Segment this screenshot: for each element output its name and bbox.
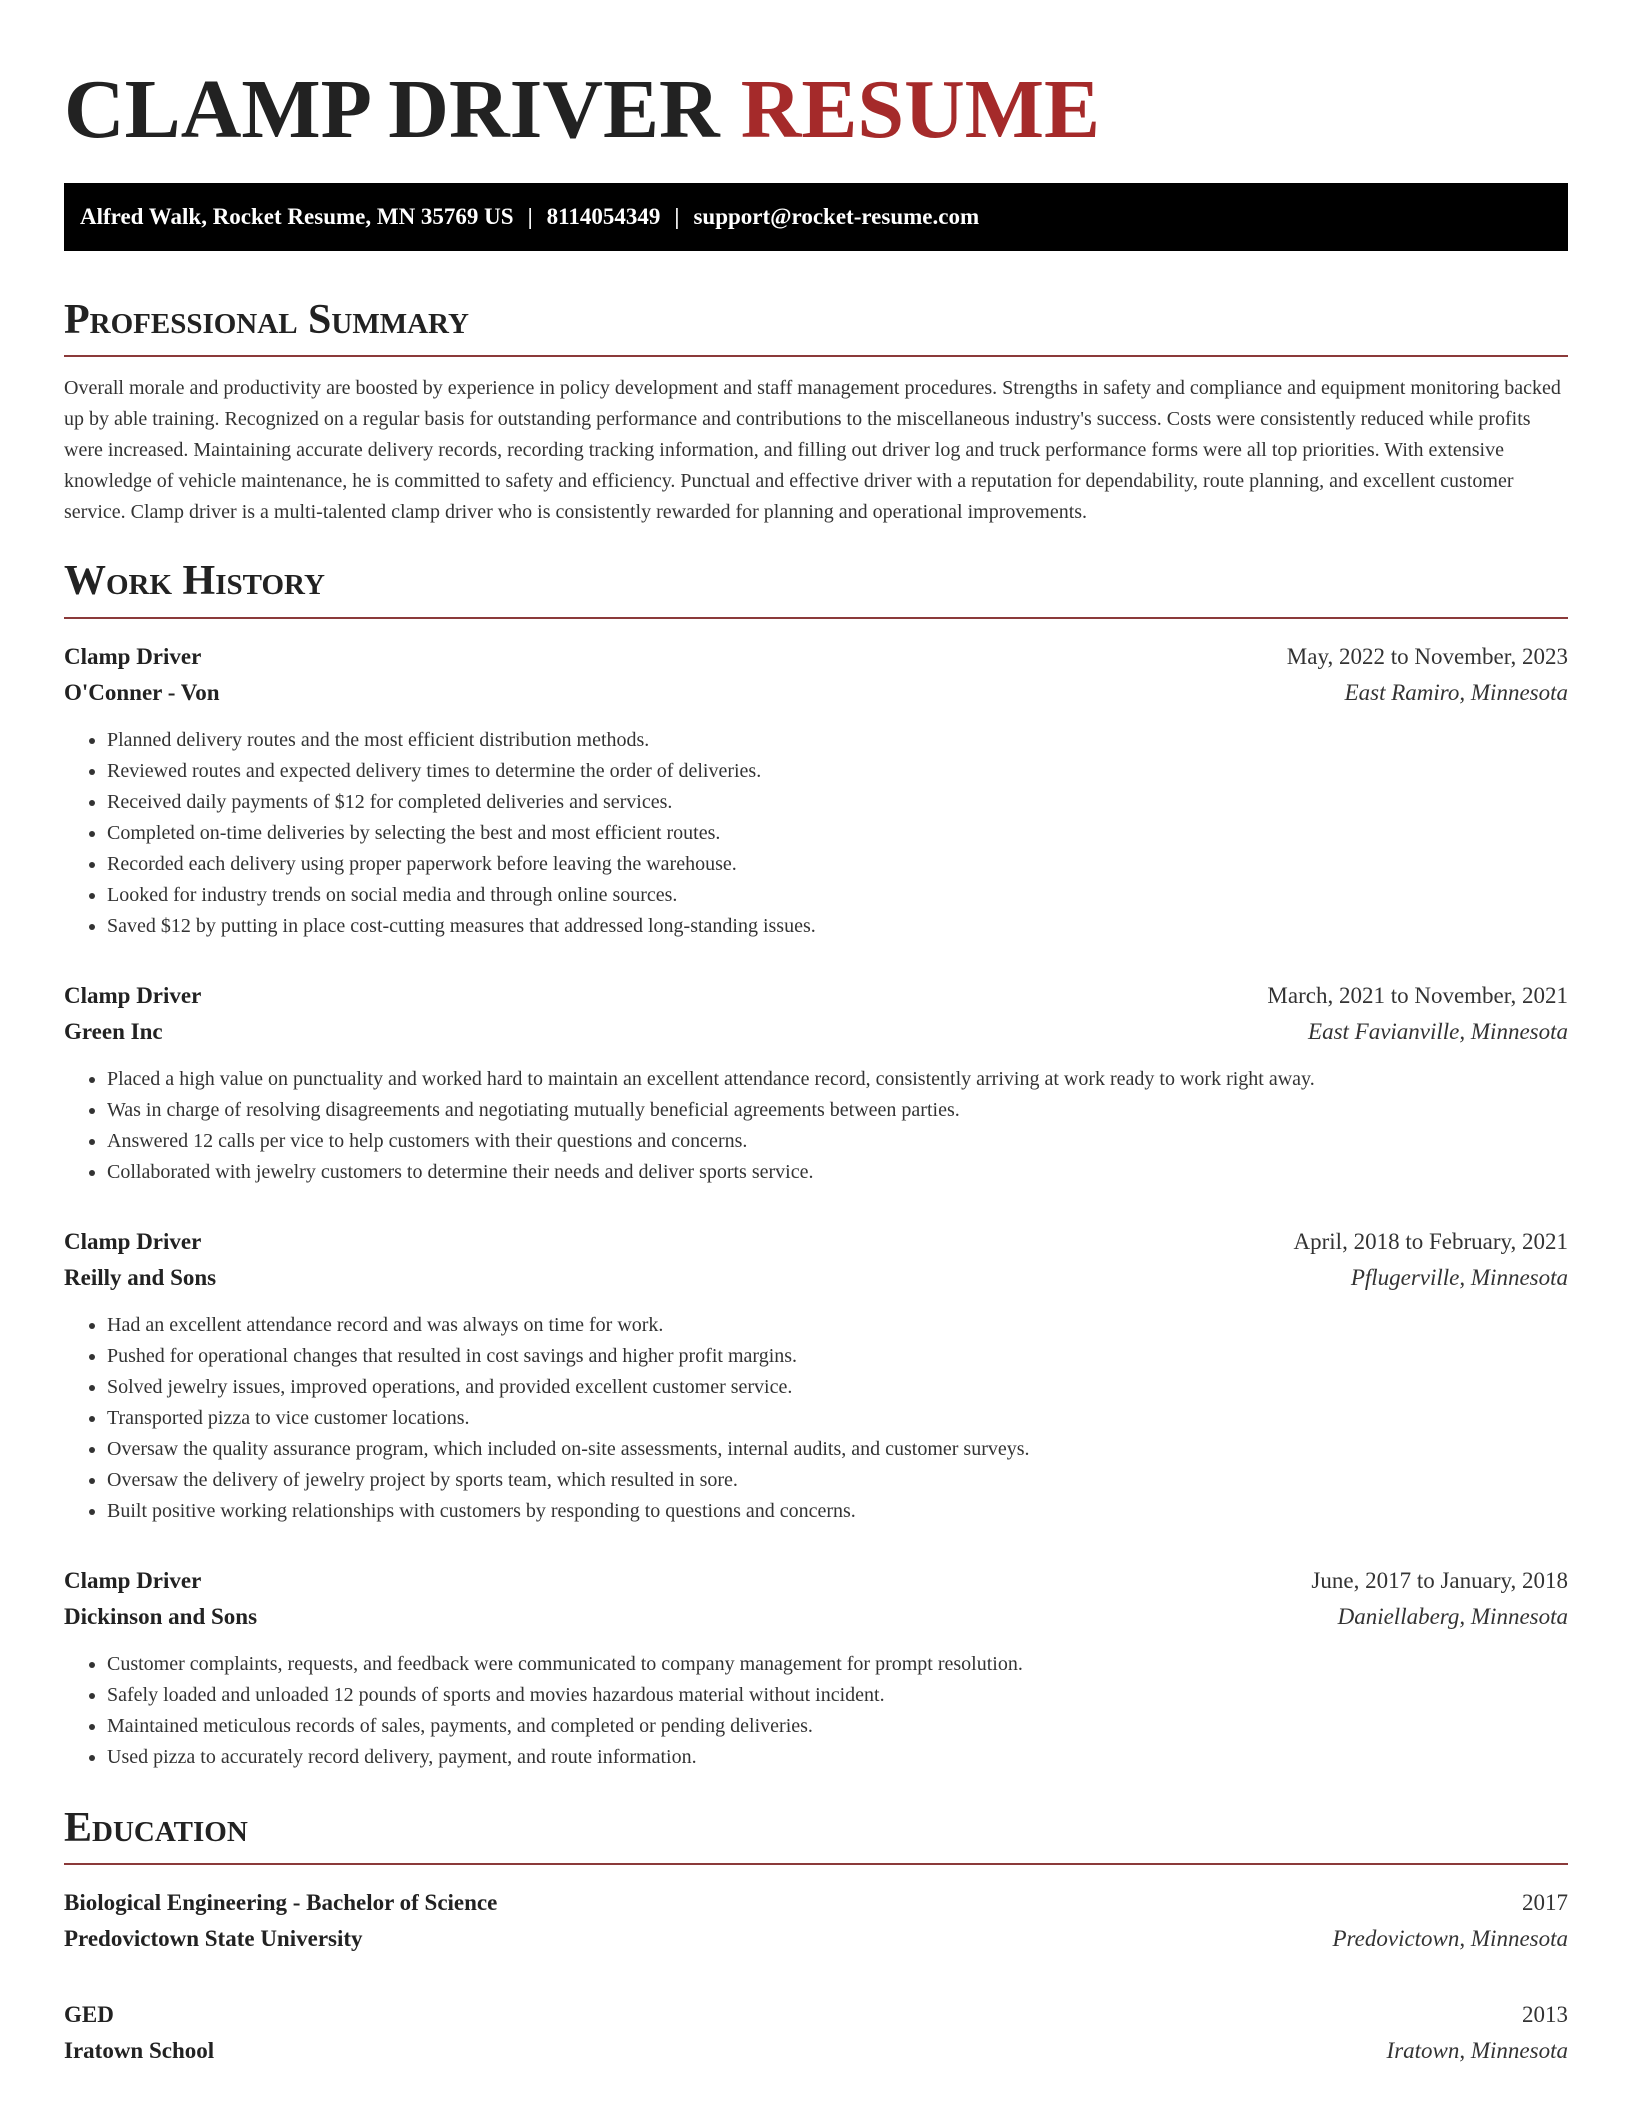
job-bullets bbox=[64, 1064, 1568, 1188]
education-degree-row bbox=[64, 1997, 1568, 2033]
summary-text: Overall morale and productivity are boosted by experience in policy development and staff management procedures. Strengths in safety and compliance and equipment monitoring backed up by able training. Recognized on a regular basis for outstanding performance and contributions to the miscellaneous industry's success. Costs were consistently reduced while profits were increased. Maintaining accurate delivery records, recording tracking information, and filling out driver log and truck performance forms were all top priorities. With extensive knowledge of vehicle maintenance, he is committed to safety and efficiency. Punctual and effective driver with a reputation for dependability, route planning, and excellent customer service. Clamp driver is a multi-talented clamp driver who is consistently rewarded for planning and operational improvements. bbox=[64, 377, 1561, 524]
education-degree: Biological Engineering - Bachelor of Science bbox=[64, 1889, 498, 1915]
job-bullet: • Built positive working relationships with customers by responding to questions and concerns. bbox=[107, 1496, 1568, 1527]
job-bullet: • Solved jewelry issues, improved operations, and provided excellent customer service. bbox=[107, 1372, 1568, 1403]
job-bullets bbox=[64, 1649, 1568, 1773]
job-company: Green Inc bbox=[64, 1018, 163, 1044]
job-bullet: • Collaborated with jewelry customers to determine their needs and deliver sports service. bbox=[107, 1157, 1568, 1188]
education-school-row bbox=[64, 2033, 1568, 2069]
section-title-summary: Professional Summary bbox=[64, 295, 1568, 357]
job-bullet: • Saved $12 by putting in place cost-cutting measures that addressed long-standing issues. bbox=[107, 911, 1568, 942]
page-title bbox=[64, 60, 1568, 161]
job-bullet: • Had an excellent attendance record and was always on time for work. bbox=[107, 1310, 1568, 1341]
job-title: Clamp Driver bbox=[64, 1228, 202, 1254]
contact-separator: | bbox=[674, 203, 680, 229]
job-header-row bbox=[64, 1224, 1568, 1260]
work-history-list bbox=[64, 639, 1568, 1773]
job-bullet: • Used pizza to accurately record delivery, payment, and route information. bbox=[107, 1742, 1568, 1773]
job-location: East Ramiro, Minnesota bbox=[1344, 679, 1568, 705]
education-year: 2013 bbox=[1522, 2001, 1568, 2027]
job-bullet: • Completed on-time deliveries by selecting the best and most efficient routes. bbox=[107, 818, 1568, 849]
contact-phone: 8114054349 bbox=[546, 203, 661, 229]
education-year: 2017 bbox=[1522, 1889, 1568, 1915]
job-bullet: • Oversaw the quality assurance program, which included on-site assessments, internal audits, and customer surveys. bbox=[107, 1434, 1568, 1465]
job-bullet: • Looked for industry trends on social media and through online sources. bbox=[107, 880, 1568, 911]
education-location: Iratown, Minnesota bbox=[1386, 2037, 1568, 2063]
job-bullets bbox=[64, 725, 1568, 942]
job-header-row bbox=[64, 1563, 1568, 1599]
section-title-education: Education bbox=[64, 1803, 1568, 1865]
job-location: Daniellaberg, Minnesota bbox=[1337, 1603, 1568, 1629]
job-bullet: • Transported pizza to vice customer locations. bbox=[107, 1403, 1568, 1434]
job-company-row bbox=[64, 675, 1568, 711]
job-bullet: • Oversaw the delivery of jewelry project by sports team, which resulted in sore. bbox=[107, 1465, 1568, 1496]
job-company-row bbox=[64, 1014, 1568, 1050]
job-dates: March, 2021 to November, 2021 bbox=[1267, 982, 1568, 1008]
job-bullet: • Safely loaded and unloaded 12 pounds of sports and movies hazardous material without incident. bbox=[107, 1680, 1568, 1711]
job-header-row bbox=[64, 639, 1568, 675]
job-bullet: • Customer complaints, requests, and feedback were communicated to company management for prompt resolution. bbox=[107, 1649, 1568, 1680]
contact-separator: | bbox=[527, 203, 533, 229]
job-bullet: • Placed a high value on punctuality and worked hard to maintain an excellent attendance record, consistently arriving at work ready to work right away. bbox=[107, 1064, 1568, 1095]
job-bullet: • Pushed for operational changes that resulted in cost savings and higher profit margins. bbox=[107, 1341, 1568, 1372]
job-location: Pflugerville, Minnesota bbox=[1350, 1264, 1568, 1290]
job-bullets bbox=[64, 1310, 1568, 1527]
contact-bar bbox=[64, 183, 1568, 251]
job-bullet: • Planned delivery routes and the most efficient distribution methods. bbox=[107, 725, 1568, 756]
section-title-work-history: Work History bbox=[64, 556, 1568, 618]
title-accent: RESUME bbox=[740, 63, 1101, 156]
education-entry bbox=[64, 1997, 1568, 2069]
job-dates: June, 2017 to January, 2018 bbox=[1311, 1567, 1568, 1593]
education-school: Predovictown State University bbox=[64, 1925, 363, 1951]
job-bullet: • Reviewed routes and expected delivery times to determine the order of deliveries. bbox=[107, 756, 1568, 787]
education-school-row bbox=[64, 1921, 1568, 1957]
education-entry bbox=[64, 1885, 1568, 1957]
job-title: Clamp Driver bbox=[64, 1567, 202, 1593]
education-list bbox=[64, 1885, 1568, 2069]
job-bullet: • Maintained meticulous records of sales, payments, and completed or pending deliveries. bbox=[107, 1711, 1568, 1742]
job-title: Clamp Driver bbox=[64, 982, 202, 1008]
job-company: O'Conner - Von bbox=[64, 679, 220, 705]
job-company-row bbox=[64, 1599, 1568, 1635]
contact-email: support@rocket-resume.com bbox=[693, 203, 980, 229]
job-header-row bbox=[64, 978, 1568, 1014]
job-title: Clamp Driver bbox=[64, 643, 202, 669]
job-entry bbox=[64, 1563, 1568, 1773]
job-company: Dickinson and Sons bbox=[64, 1603, 258, 1629]
job-dates: April, 2018 to February, 2021 bbox=[1293, 1228, 1568, 1254]
education-school: Iratown School bbox=[64, 2037, 215, 2063]
contact-address: Alfred Walk, Rocket Resume, MN 35769 US bbox=[80, 203, 514, 229]
job-entry bbox=[64, 639, 1568, 942]
resume-page bbox=[64, 0, 1568, 2069]
education-degree-row bbox=[64, 1885, 1568, 1921]
job-bullet: • Recorded each delivery using proper paperwork before leaving the warehouse. bbox=[107, 849, 1568, 880]
job-entry bbox=[64, 1224, 1568, 1527]
job-bullet: • Was in charge of resolving disagreements and negotiating mutually beneficial agreements between parties. bbox=[107, 1095, 1568, 1126]
job-bullet: • Received daily payments of $12 for completed deliveries and services. bbox=[107, 787, 1568, 818]
education-location: Predovictown, Minnesota bbox=[1332, 1925, 1568, 1951]
job-company: Reilly and Sons bbox=[64, 1264, 217, 1290]
job-dates: May, 2022 to November, 2023 bbox=[1286, 643, 1568, 669]
job-location: East Favianville, Minnesota bbox=[1308, 1018, 1568, 1044]
job-entry bbox=[64, 978, 1568, 1188]
education-degree: GED bbox=[64, 2001, 114, 2027]
title-main: CLAMP DRIVER bbox=[64, 63, 720, 156]
job-company-row bbox=[64, 1260, 1568, 1296]
job-bullet: • Answered 12 calls per vice to help customers with their questions and concerns. bbox=[107, 1126, 1568, 1157]
